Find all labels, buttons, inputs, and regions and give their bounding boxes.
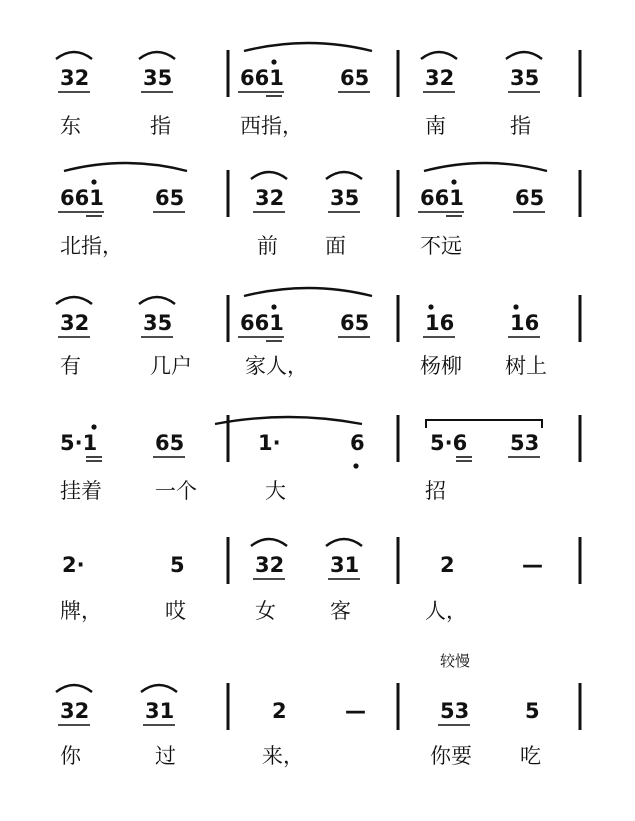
note-group-r2-1: 661 xyxy=(60,186,104,210)
note-group-r4-6: 53 xyxy=(510,431,540,455)
octave-dot-4 xyxy=(428,304,433,309)
slur-long-3 xyxy=(424,163,547,171)
note-group-r5-2: 5 xyxy=(170,553,185,577)
lyric-row-1-word-4: 南 xyxy=(425,114,446,138)
note-group-r6-5: 53 xyxy=(440,699,470,723)
note-group-r3-3: 661 xyxy=(240,311,284,335)
note-group-r1-6: 35 xyxy=(510,66,540,90)
note-group-r3-6: 16 xyxy=(510,311,540,335)
note-group-r6-6: 5 xyxy=(525,699,540,723)
lyric-row-4-word-4: 招 xyxy=(425,479,446,503)
note-group-r3-2: 35 xyxy=(143,311,173,335)
note-group-r2-6: 65 xyxy=(515,186,545,210)
octave-dot-1 xyxy=(91,179,96,184)
note-group-r2-4: 35 xyxy=(330,186,360,210)
note-group-r2-3: 32 xyxy=(255,186,285,210)
slur-long-1 xyxy=(244,43,372,51)
slur-small-3 xyxy=(506,52,542,59)
note-group-r1-2: 35 xyxy=(143,66,173,90)
note-group-r5-6: — xyxy=(522,553,543,577)
lyric-row-4-word-1: 挂着 xyxy=(60,479,102,503)
octave-dot-0 xyxy=(271,59,276,64)
note-group-r3-5: 16 xyxy=(425,311,455,335)
lyric-row-5-word-1: 牌， xyxy=(60,599,102,623)
note-group-r5-3: 32 xyxy=(255,553,285,577)
octave-dot-5 xyxy=(513,304,518,309)
lyric-row-5-word-2: 哎 xyxy=(165,599,186,623)
lyric-row-5-word-5: 人， xyxy=(425,599,467,623)
note-group-r5-5: 2 xyxy=(440,553,455,577)
slur-long-5 xyxy=(215,417,362,424)
slur-small-7 xyxy=(139,297,175,304)
note-group-r1-3: 661 xyxy=(240,66,284,90)
note-group-r1-4: 65 xyxy=(340,66,370,90)
note-group-r6-4: — xyxy=(345,699,366,723)
lyric-row-3-word-4: 杨柳 xyxy=(420,354,462,378)
note-group-r3-1: 32 xyxy=(60,311,90,335)
note-group-r4-1: 5·1 xyxy=(60,431,98,455)
lyric-row-6-word-5: 吃 xyxy=(520,744,541,768)
note-group-r2-2: 65 xyxy=(155,186,185,210)
lyric-row-3-word-3: 家人， xyxy=(245,354,308,378)
lyric-row-3-word-2: 几户 xyxy=(150,354,192,378)
note-group-r4-4: 6 xyxy=(350,431,365,455)
note-group-r6-2: 31 xyxy=(145,699,175,723)
lyric-row-6-word-4: 你要 xyxy=(430,744,472,768)
lyric-row-6-word-1: 你 xyxy=(60,744,81,768)
slur-small-5 xyxy=(326,172,362,179)
lyric-row-6-word-3: 来， xyxy=(262,744,304,768)
lyric-row-5-word-4: 客 xyxy=(330,599,351,623)
note-group-r1-5: 32 xyxy=(425,66,455,90)
slur-small-9 xyxy=(326,539,362,546)
lyric-row-4-word-3: 大 xyxy=(265,479,286,503)
slur-long-2 xyxy=(64,163,187,171)
note-group-r6-1: 32 xyxy=(60,699,90,723)
slur-small-11 xyxy=(141,685,177,692)
tempo-marking: 较慢 xyxy=(440,652,471,670)
octave-dot-3 xyxy=(271,304,276,309)
low-dot xyxy=(353,463,358,468)
lyric-row-1-word-1: 东 xyxy=(60,114,81,138)
note-group-r1-1: 32 xyxy=(60,66,90,90)
lyric-row-4-word-2: 一个 xyxy=(155,479,197,503)
slur-small-2 xyxy=(421,52,457,59)
lyric-row-2-word-4: 不远 xyxy=(420,234,462,258)
slur-small-0 xyxy=(56,52,92,59)
octave-dot-2 xyxy=(451,179,456,184)
slur-bracket xyxy=(426,420,542,428)
slur-small-1 xyxy=(139,52,175,59)
note-group-r2-5: 661 xyxy=(420,186,464,210)
slur-small-10 xyxy=(56,685,92,692)
lyric-row-3-word-5: 树上 xyxy=(505,354,547,378)
lyric-row-1-word-3: 西指， xyxy=(240,114,303,138)
note-group-r4-5: 5·6 xyxy=(430,431,468,455)
note-group-r3-4: 65 xyxy=(340,311,370,335)
slur-small-4 xyxy=(251,172,287,179)
lyric-row-2-word-1: 北指， xyxy=(60,234,123,258)
octave-dot-6 xyxy=(91,424,96,429)
lyric-row-2-word-3: 面 xyxy=(325,234,346,258)
slur-small-6 xyxy=(56,297,92,304)
lyric-row-1-word-2: 指 xyxy=(150,114,171,138)
lyric-row-2-word-2: 前 xyxy=(257,234,278,258)
lyric-row-3-word-1: 有 xyxy=(60,354,81,378)
note-group-r6-3: 2 xyxy=(272,699,287,723)
note-group-r4-2: 65 xyxy=(155,431,185,455)
slur-long-4 xyxy=(244,288,372,296)
lyric-row-6-word-2: 过 xyxy=(155,744,176,768)
lyric-row-5-word-3: 女 xyxy=(255,599,276,623)
lyric-row-1-word-5: 指 xyxy=(510,114,531,138)
slur-small-8 xyxy=(251,539,287,546)
note-group-r5-4: 31 xyxy=(330,553,360,577)
note-group-r4-3: 1· xyxy=(258,431,281,455)
note-group-r5-1: 2· xyxy=(62,553,85,577)
